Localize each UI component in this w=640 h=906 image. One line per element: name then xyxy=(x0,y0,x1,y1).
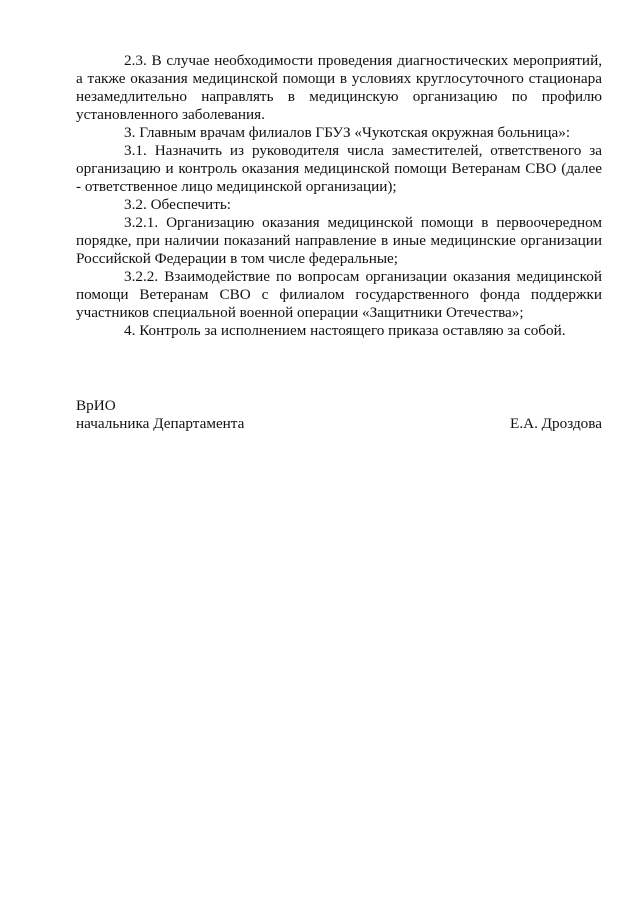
signatory-position-line1: ВрИО xyxy=(76,397,116,414)
paragraph-3-2: 3.2. Обеспечить: xyxy=(124,196,231,213)
paragraph-3: 3. Главным врачам филиалов ГБУЗ «Чукотская окружная больница»: xyxy=(124,124,571,141)
signature-row xyxy=(76,415,602,433)
signature-block xyxy=(76,397,602,433)
signatory-position-line2: начальника Департамента xyxy=(76,415,245,432)
paragraph-3-2-1: 3.2.1. Организацию оказания медицинской помощи в первоочередном порядке, при наличии показаний направление в иные медицинские организации Российской Федерации в том числе федеральные; xyxy=(76,214,602,267)
signatory-name: Е.А. Дроздова xyxy=(510,415,602,432)
document-body xyxy=(76,52,602,340)
paragraph-4: 4. Контроль за исполнением настоящего приказа оставляю за собой. xyxy=(124,322,566,339)
paragraph-3-1: 3.1. Назначить из руководителя числа заместителей, ответственого за организацию и контроль оказания медицинской помощи Ветеранам СВО (далее - ответственное лицо медицинской организации); xyxy=(76,142,602,195)
paragraph-3-2-2: 3.2.2. Взаимодействие по вопросам организации оказания медицинской помощи Ветеранам СВО с филиалом государственного фонда поддержки участников специальной военной операции «Защитники Отечества»; xyxy=(76,268,602,321)
paragraph-2-3: 2.3. В случае необходимости проведения диагностических мероприятий, а также оказания медицинской помощи в условиях круглосуточного стационара незамедлительно направлять в медицинскую организацию по профилю установленного заболевания. xyxy=(76,52,602,123)
